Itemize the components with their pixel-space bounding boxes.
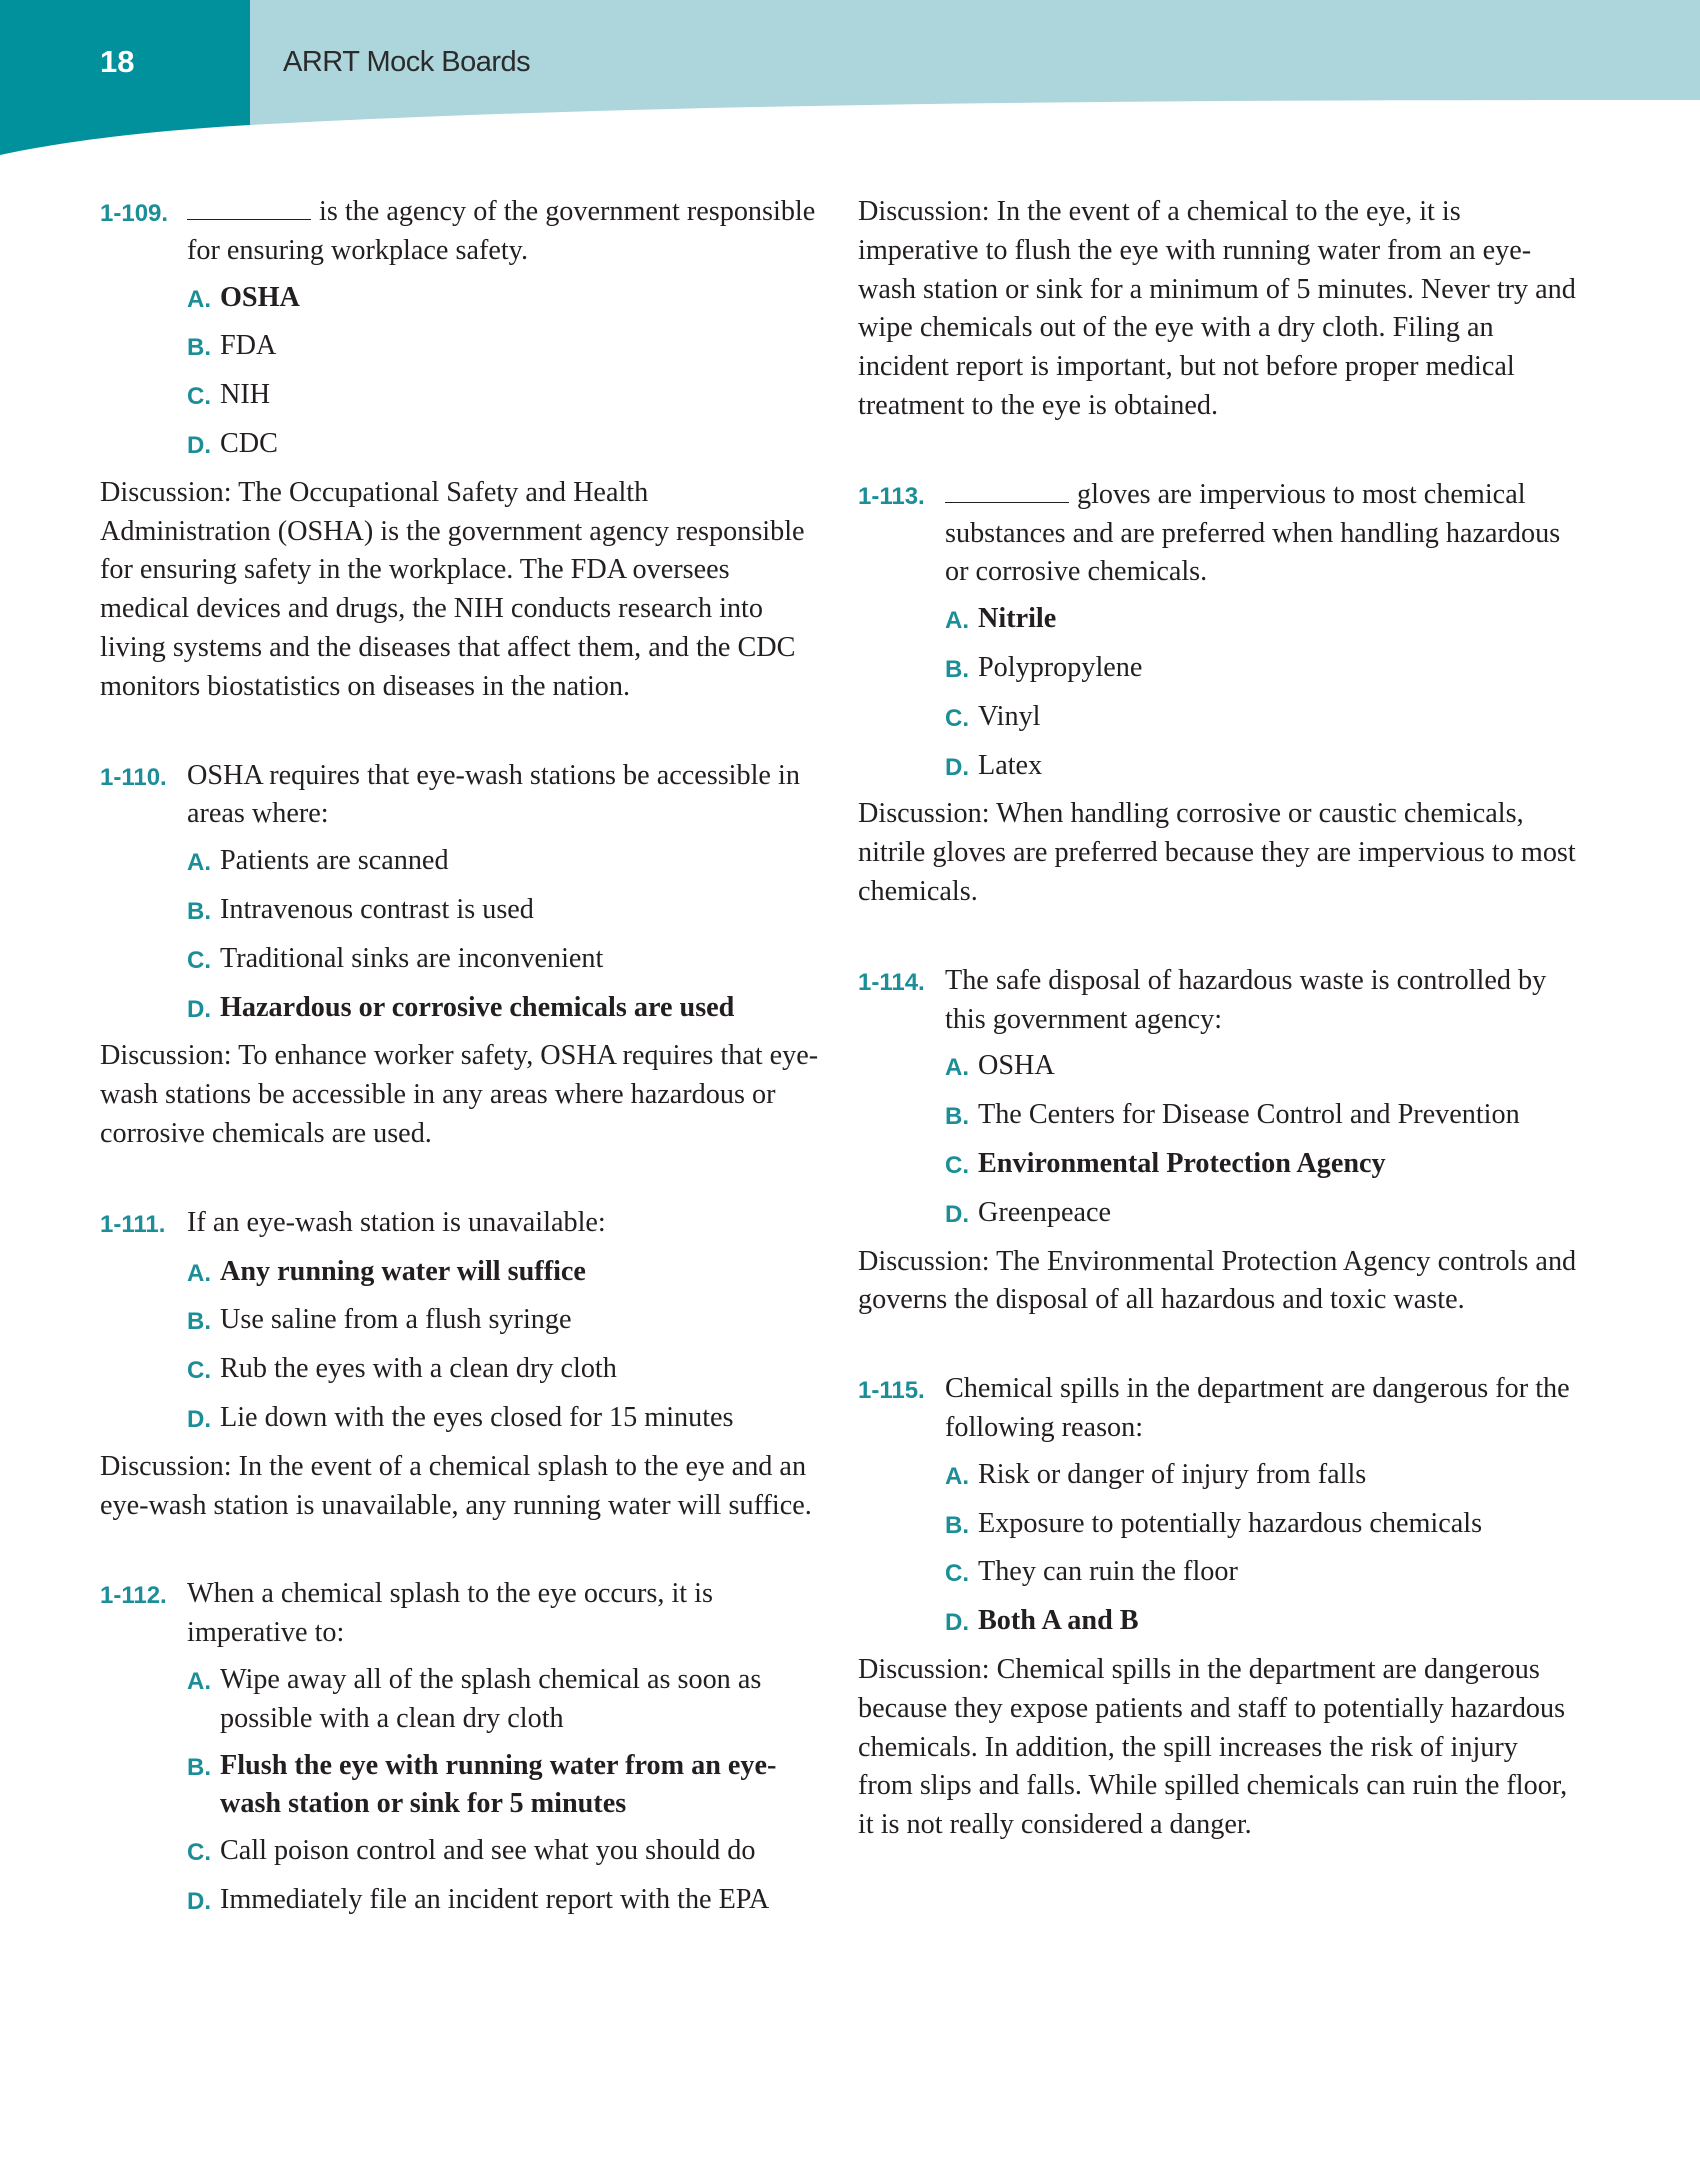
right-column [858,193,1578,1895]
answer-option-a: A. OSHA [945,1050,1055,1082]
answer-options [945,600,1578,787]
answer-option-d: D. Latex [945,749,1043,781]
answer-option-c: C. Vinyl [945,700,1041,732]
answer-options [187,1253,820,1440]
answer-option-c: C. NIH [187,379,271,411]
fill-in-blank [187,197,311,220]
left-column [100,193,820,1972]
question-1-114 [858,962,1578,1320]
page-number: 18 [100,44,135,79]
answer-option-b: B. Polypropylene [945,651,1143,683]
answer-option-b: B. Flush the eye with running water from an eye-wash station or sink for 5 minutes [187,1749,777,1820]
discussion-text: Discussion: The Environmental Protection Agency controls and governs the disposal of all hazardous and toxic waste. [858,1245,1577,1316]
question-1-112-discussion [858,193,1578,426]
question-1-112 [100,1575,820,1921]
answer-option-a: A. Patients are scanned [187,845,449,877]
question-1-111 [100,1204,820,1526]
answer-option-c: C. Traditional sinks are inconvenient [187,942,604,974]
question-stem: If an eye-wash station is unavailable: [187,1206,606,1238]
answer-option-d: D. Both A and B [945,1605,1139,1637]
question-number: 1-113. [858,482,925,510]
answer-option-d: D. CDC [187,427,278,459]
answer-option-b: B. The Centers for Disease Control and Prevention [945,1099,1520,1131]
question-number: 1-114. [858,968,925,996]
question-1-115 [858,1370,1578,1845]
question-stem: is the agency of the government responsible for ensuring workplace safety. [187,196,816,266]
answer-option-d: D. Greenpeace [945,1196,1111,1228]
page-header [0,0,1700,160]
answer-option-a: A. Wipe away all of the splash chemical as soon as possible with a clean dry cloth [187,1663,762,1734]
question-1-109 [100,193,820,707]
discussion-text: Discussion: Chemical spills in the department are dangerous because they expose patients and staff to potentially hazardous chemicals. In addition, the spill increases the risk of injury from slips and falls. While spilled chemicals can ruin the floor, it is not really considered a danger. [858,1653,1568,1841]
question-stem: gloves are impervious to most chemical substances and are preferred when handling hazardous or corrosive chemicals. [945,478,1561,588]
answer-option-a: A. Nitrile [945,603,1057,635]
answer-option-c: C. They can ruin the floor [945,1556,1238,1588]
question-number: 1-112. [100,1582,167,1610]
question-stem: Chemical spills in the department are dangerous for the following reason: [945,1373,1570,1443]
discussion-text: Discussion: When handling corrosive or caustic chemicals, nitrile gloves are preferred because they are impervious to most chemicals. [858,798,1576,907]
answer-option-a: A. Risk or danger of injury from falls [945,1458,1367,1490]
answer-options [945,1456,1578,1643]
question-stem: OSHA requires that eye-wash stations be accessible in areas where: [187,759,800,830]
answer-option-a: A. OSHA [187,281,300,313]
running-title: ARRT Mock Boards [283,46,531,78]
answer-option-b: B. FDA [187,330,277,362]
answer-option-c: C. Environmental Protection Agency [945,1147,1386,1179]
answer-option-d: D. Lie down with the eyes closed for 15 minutes [187,1401,734,1433]
question-number: 1-111. [100,1210,166,1238]
answer-options [187,842,820,1029]
answer-option-d: D. Hazardous or corrosive chemicals are used [187,991,735,1023]
answer-option-a: A. Any running water will suffice [187,1255,586,1287]
answer-options [187,1661,820,1922]
answer-option-b: B. Intravenous contrast is used [187,893,534,925]
answer-options [187,279,820,466]
answer-option-d: D. Immediately file an incident report with the EPA [187,1883,770,1915]
answer-option-b: B. Use saline from a flush syringe [187,1304,572,1336]
discussion-text: Discussion: To enhance worker safety, OSHA requires that eye-wash stations be accessible in any areas where hazardous or corrosive chemicals are used. [100,1040,819,1149]
answer-options [945,1047,1578,1234]
header-banner-shape [0,0,1700,160]
question-stem: The safe disposal of hazardous waste is controlled by this government agency: [945,964,1547,1035]
question-number: 1-110. [100,763,167,791]
question-1-110 [100,757,820,1154]
question-1-113 [858,476,1578,912]
answer-option-b: B. Exposure to potentially hazardous chemicals [945,1507,1483,1539]
question-stem: When a chemical splash to the eye occurs, it is imperative to: [187,1578,713,1649]
question-number: 1-115. [858,1377,925,1405]
discussion-text: Discussion: In the event of a chemical splash to the eye and an eye-wash station is unavailable, any running water will suffice. [100,1450,812,1521]
answer-option-c: C. Rub the eyes with a clean dry cloth [187,1353,617,1385]
discussion-text: Discussion: In the event of a chemical to the eye, it is imperative to flush the eye with running water from an eye-wash station or sink for a minimum of 5 minutes. Never try and wipe chemicals out of the eye with a dry cloth. Filing an incident report is important, but not before proper medical treatment to the eye is obtained. [858,196,1576,421]
question-number: 1-109. [100,200,169,227]
fill-in-blank [945,480,1069,503]
discussion-text: Discussion: The Occupational Safety and Health Administration (OSHA) is the government agency responsible for ensuring safety in the workplace. The FDA oversees medical devices and drugs, the NIH conducts research into living systems and the diseases that affect them, and the CDC monitors biostatistics on diseases in the nation. [100,476,805,702]
answer-option-c: C. Call poison control and see what you should do [187,1835,756,1867]
